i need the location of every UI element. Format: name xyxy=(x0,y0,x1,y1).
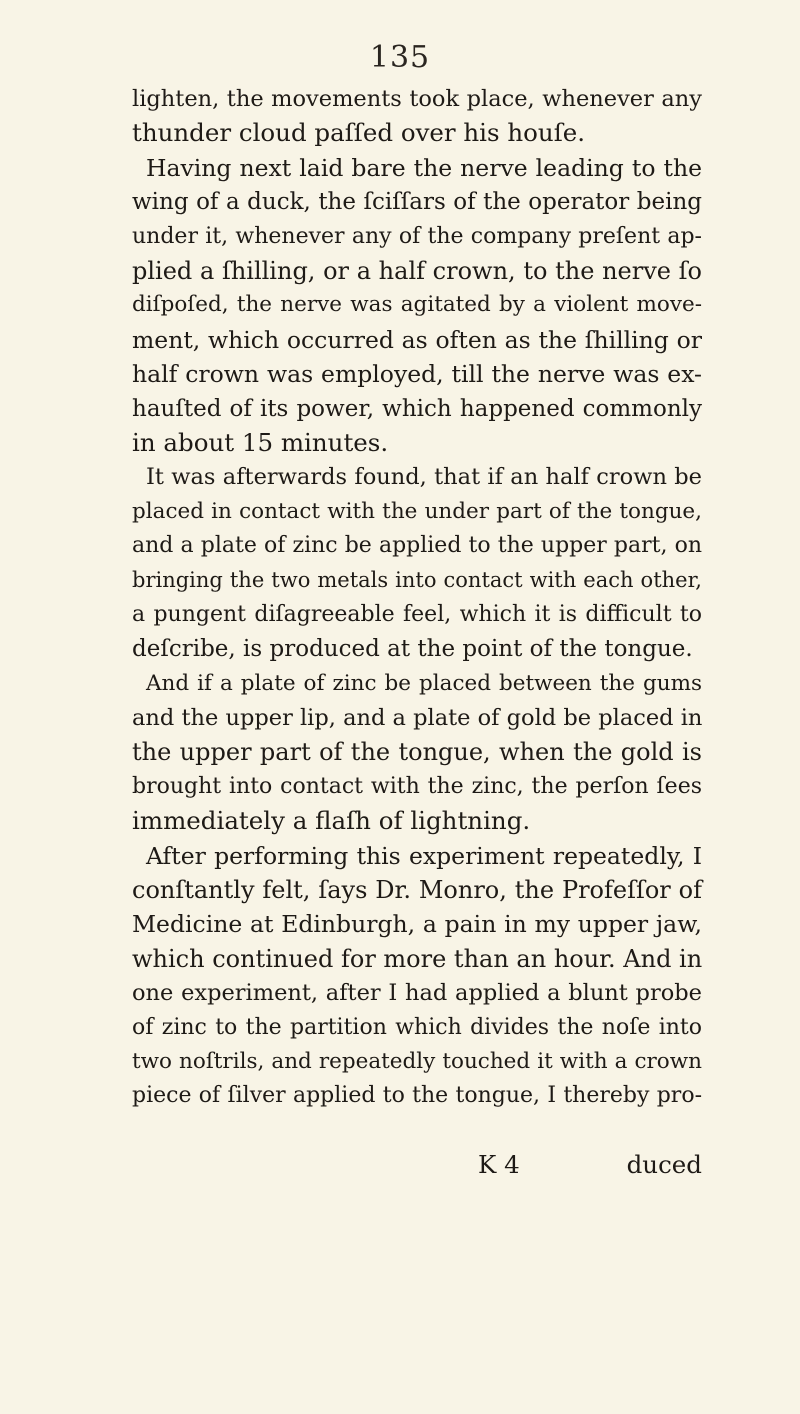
text-line: Having next laid bare the nerve leading to the xyxy=(146,153,702,182)
text-line: bringing the two metals into contact with each other, xyxy=(132,568,702,593)
text-line: under it, whenever any of the company preſent ap- xyxy=(132,223,702,249)
text-line: And if a plate of zinc be placed between the gums xyxy=(146,670,702,696)
text-line: of zinc to the partition which divides the noſe into xyxy=(132,1014,702,1040)
text-line: and the upper lip, and a plate of gold be placed in xyxy=(132,705,703,732)
text-line: It was afterwards found, that if an half crown be xyxy=(146,464,702,491)
text-line: plied a ſhilling, or a half crown, to the nerve ſo xyxy=(132,256,702,285)
text-line: placed in contact with the under part of the tongue, xyxy=(132,498,702,524)
text-line: brought into contact with the zinc, the perſon ſees xyxy=(132,773,702,799)
text-line: two noſtrils, and repeatedly touched it with a crown xyxy=(132,1048,702,1074)
text-line: one experiment, after I had applied a blunt probe xyxy=(132,980,702,1007)
text-line: a pungent diſagreeable feel, which it is difficult to xyxy=(132,601,702,627)
page-footer xyxy=(132,1148,702,1182)
text-line: in about 15 minutes. xyxy=(132,427,389,457)
text-line: hauſted of its power, which happened commonly xyxy=(132,395,702,422)
body-text xyxy=(132,82,702,1114)
text-line: Medicine at Edinburgh, a pain in my upper jaw, xyxy=(132,910,702,939)
signature-mark: K 4 xyxy=(478,1150,520,1179)
text-line: wing of a duck, the ſciſſars of the operator being xyxy=(132,189,702,216)
text-line: thunder cloud paſſed over his houſe. xyxy=(132,118,586,148)
text-line: lighten, the movements took place, whenever any xyxy=(132,86,702,112)
text-line: conſtantly felt, ſays Dr. Monro, the Profeſſor of xyxy=(132,875,702,904)
text-line: deſcribe, is produced at the point of the tongue. xyxy=(132,636,693,663)
text-line: After performing this experiment repeatedly, I xyxy=(146,841,702,870)
text-line: which continued for more than an hour. And in xyxy=(132,944,703,973)
catchword: duced xyxy=(626,1150,702,1179)
text-line: piece of ſilver applied to the tongue, I thereby pro- xyxy=(132,1083,702,1109)
text-line: immediately a flaſh of lightning. xyxy=(132,806,531,836)
text-line: diſpoſed, the nerve was agitated by a violent move- xyxy=(132,292,702,318)
page-number: 135 xyxy=(369,40,431,75)
text-line: half crown was employed, till the nerve was ex- xyxy=(132,360,702,389)
text-line: ment, which occurred as often as the ſhilling or xyxy=(132,325,702,354)
text-line: the upper part of the tongue, when the gold is xyxy=(132,738,702,767)
text-line: and a plate of zinc be applied to the upper part, on xyxy=(132,533,702,559)
